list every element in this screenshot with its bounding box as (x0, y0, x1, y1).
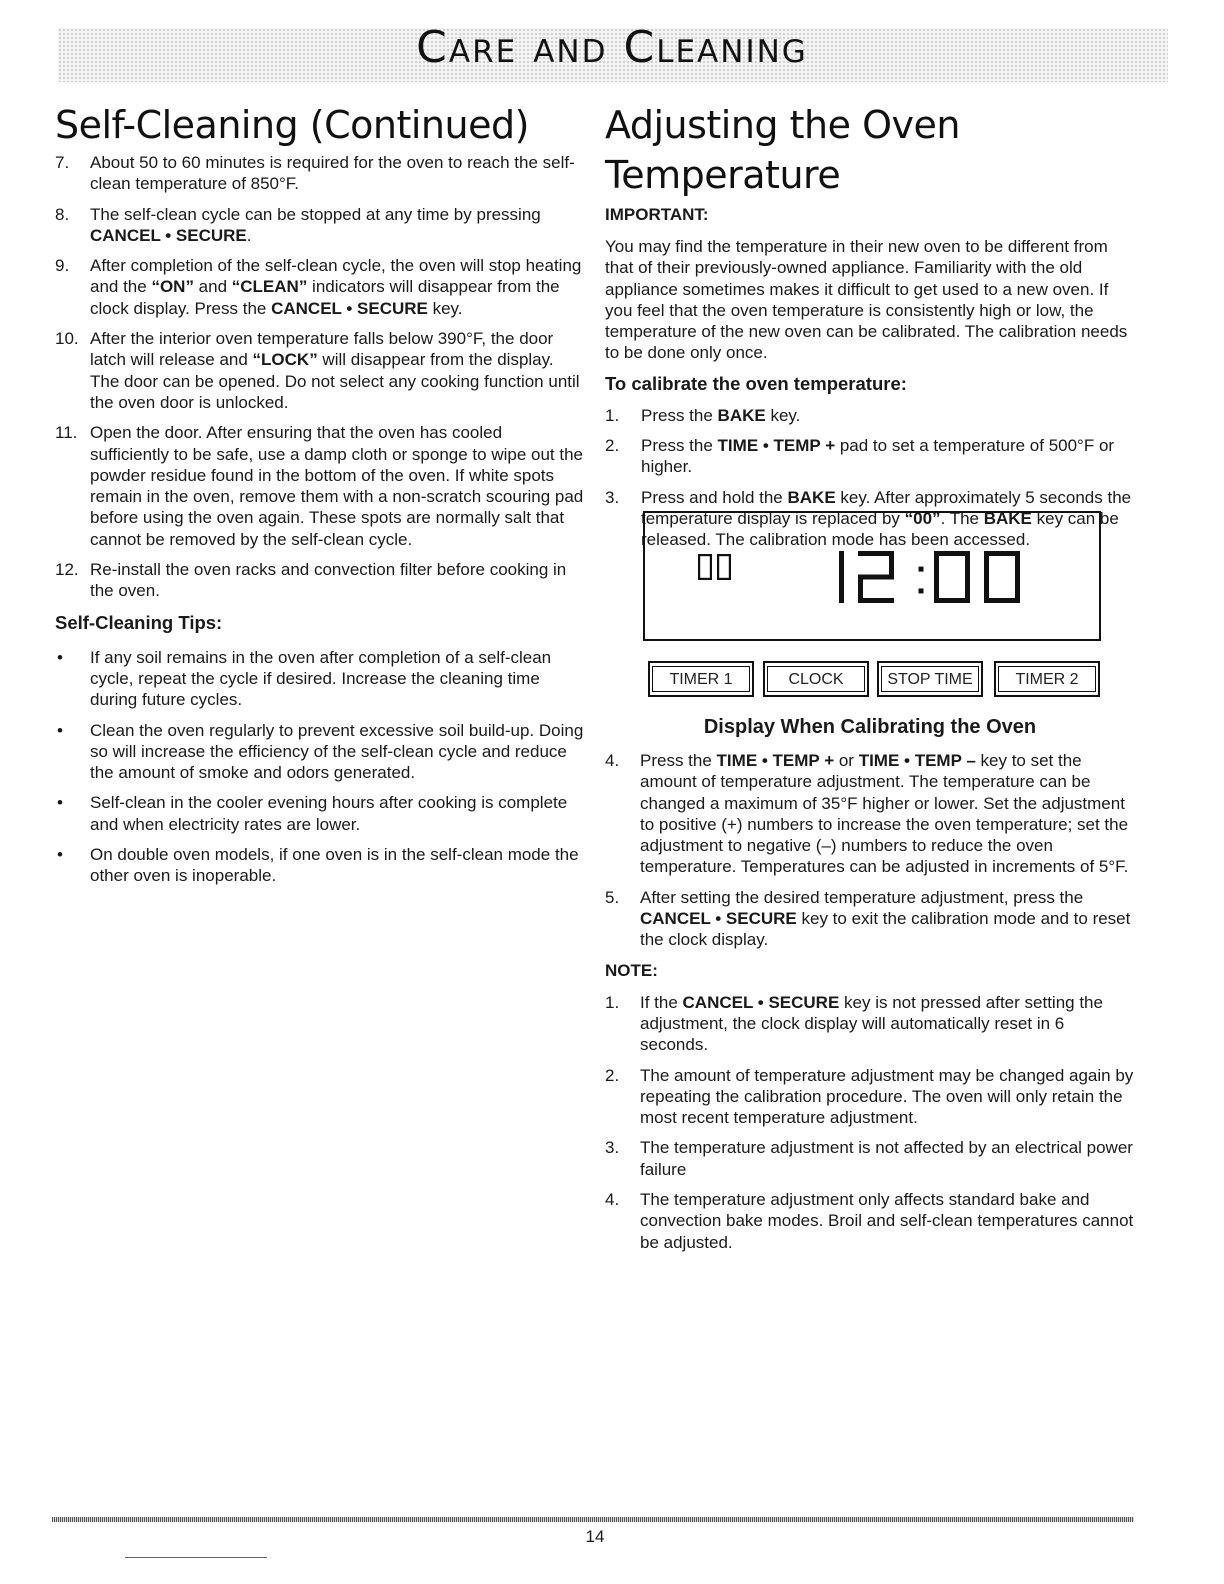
segment (729, 554, 731, 567)
tip-item: • Clean the oven regularly to prevent excessive soil build-up. Doing so will increase the efficiency of the self-clean cycle and reduce the amount of smoke and odors generated. (57, 720, 584, 783)
item-number: 12. (55, 560, 79, 580)
list-item: 2. The amount of temperature adjustment may be changed again by repeating the calibration procedure. The oven will only retain the most recent temperature adjustment. (605, 1065, 1134, 1128)
segment (839, 577, 844, 603)
list-item: 7. About 50 to 60 minutes is required for the oven to reach the self-clean temperature of 850°F. (55, 153, 575, 194)
oven-display (643, 511, 1101, 641)
list-item: 5. After setting the desired temperature adjustment, press the CANCEL • SECURE key to exit the calibration mode and to reset the clock display. (605, 887, 1131, 950)
item-number: 1. (605, 405, 620, 425)
timer-1-key[interactable]: TIMER 1 (648, 661, 754, 697)
segment (984, 577, 989, 603)
list-item: 12. Re-install the oven racks and convection filter before cooking in the oven. (55, 560, 567, 601)
item-number: 8. (55, 204, 70, 224)
segment (934, 577, 939, 603)
segment (889, 551, 894, 577)
list-item: 3. The temperature adjustment is not affected by an electrical power failure (605, 1138, 1133, 1179)
segment (710, 554, 712, 567)
item-number: 3. (605, 1138, 620, 1158)
list-item: 11. Open the door. After ensuring that the oven has cooled sufficiently to be safe, use a damp cloth or sponge to wipe out the powder residue found in the bottom of the oven. If white spots remain in the oven, remove them with a non-scratch scouring pad before using the oven again. These spots are normally salt that cannot be removed by the self-clean cycle. (55, 423, 584, 549)
list-item: 10. After the interior oven temperature falls below 390°F, the door latch will release and “LOCK” will disappear from the display. The door can be opened. Do not select any cooking function until the oven door is unlocked. (55, 329, 580, 412)
calibrate-heading: To calibrate the oven temperature: (605, 372, 907, 394)
segment (984, 598, 1020, 603)
segment (934, 598, 970, 603)
list-item: 4. Press the TIME • TEMP + or TIME • TEMP – key to set the amount of temperature adjustment. The temperature can be changed a maximum of 35°F higher or lower. Set the adjustment to positive (+) numbers to increase the oven temperature; set the adjustment to negative (–) numbers to reduce the oven temperature. Temperatures can be adjusted in increments of 5°F. (605, 751, 1129, 877)
item-number: 1. (605, 992, 620, 1012)
item-number: 11. (55, 423, 78, 443)
item-number: 2. (605, 436, 620, 456)
segment (965, 551, 970, 577)
right-column-lower (605, 750, 1135, 1262)
notes-list (605, 992, 1135, 1253)
list-item: 8. The self-clean cycle can be stopped at any time by pressing CANCEL • SECURE. (55, 204, 541, 245)
segment (858, 575, 894, 580)
timer-2-key[interactable]: TIMER 2 (994, 661, 1100, 697)
segment (1015, 551, 1020, 577)
item-number: 3. (605, 487, 620, 507)
list-item: 1. Press the BAKE key. (605, 405, 801, 425)
item-number: 4. (605, 1190, 620, 1210)
colon-dot (919, 588, 924, 593)
seven-segment-readout (645, 513, 1099, 639)
segment (717, 554, 719, 567)
clock-digits (839, 551, 1020, 603)
stop-time-key[interactable]: STOP TIME (877, 661, 983, 697)
intro-paragraph: You may find the temperature in their new oven to be different from that of their previously-owned appliance. Familiarity with the old appliance sometimes makes it difficult to get used to a new oven. If you feel that the oven temperature is consistently high or low, the temperature of the new oven can be calibrated. The calibration needs to be done only once. (605, 237, 1128, 363)
list-item: 4. The temperature adjustment only affects standard bake and convection bake modes. Broil and self-clean temperatures cannot be adjusted. (605, 1190, 1134, 1252)
section-heading-self-cleaning: Self-Cleaning (Continued) (55, 103, 529, 147)
item-number: 9. (55, 256, 70, 276)
list-item: 2. Press the TIME • TEMP + pad to set a temperature of 500°F or higher. (605, 436, 1115, 477)
segment (717, 567, 719, 580)
segment (934, 551, 970, 556)
list-item: 9. After completion of the self-clean cycle, the oven will stop heating and the “ON” and “CLEAN” indicators will disappear from the clock display. Press the CANCEL • SECURE key. (55, 256, 582, 318)
segment (984, 551, 989, 577)
list-item: 3. Press and hold the BAKE key. After approximately 5 seconds the temperature display is replaced by “00”. The BAKE key can be released. The calibration mode has been accessed. (605, 487, 1132, 550)
display-caption: Display When Calibrating the Oven (703, 716, 1037, 738)
item-number: 2. (605, 1065, 620, 1085)
segment (698, 554, 700, 567)
item-number: 4. (605, 751, 620, 770)
segment (698, 567, 700, 580)
colon-dot (919, 567, 924, 572)
adjustment-steps (605, 750, 1135, 951)
tips-heading: Self-Cleaning Tips: (55, 611, 223, 633)
footer-link-underline (125, 1557, 267, 1558)
section-heading-adjusting-temperature: Adjusting the Oven Temperature (605, 103, 960, 197)
self-cleaning-tips (55, 647, 585, 887)
segment (934, 551, 939, 577)
item-number: 5. (605, 887, 620, 907)
important-label: IMPORTANT: (605, 205, 709, 224)
footer-rule (52, 1517, 1134, 1522)
temperature-digits (698, 554, 731, 580)
clock-key[interactable]: CLOCK (763, 661, 869, 697)
list-item: 1. If the CANCEL • SECURE key is not pressed after setting the adjustment, the clock display will automatically reset in 6 seconds. (605, 992, 1103, 1055)
item-number: 7. (55, 153, 70, 172)
segment (984, 551, 1020, 556)
page-title: Care and Cleaning (416, 22, 808, 73)
display-key-row (648, 661, 1100, 698)
tip-item: • Self-clean in the cooler evening hours after cooking is complete and when electricity rates are lower. (57, 793, 568, 834)
left-column (55, 100, 585, 896)
segment (858, 551, 894, 556)
segment (858, 598, 894, 603)
tip-item: • If any soil remains in the oven after completion of a self-clean cycle, repeat the cycle if desired. Increase the cleaning time during future cycles. (57, 647, 552, 710)
segment (839, 551, 844, 577)
right-column (605, 100, 1135, 560)
page-number: 14 (585, 1527, 605, 1546)
item-number: 10. (55, 329, 79, 349)
self-cleaning-steps (55, 152, 585, 602)
tip-item: • On double oven models, if one oven is in the self-clean mode the other oven is inoperable. (57, 845, 579, 886)
note-label: NOTE: (605, 960, 658, 980)
